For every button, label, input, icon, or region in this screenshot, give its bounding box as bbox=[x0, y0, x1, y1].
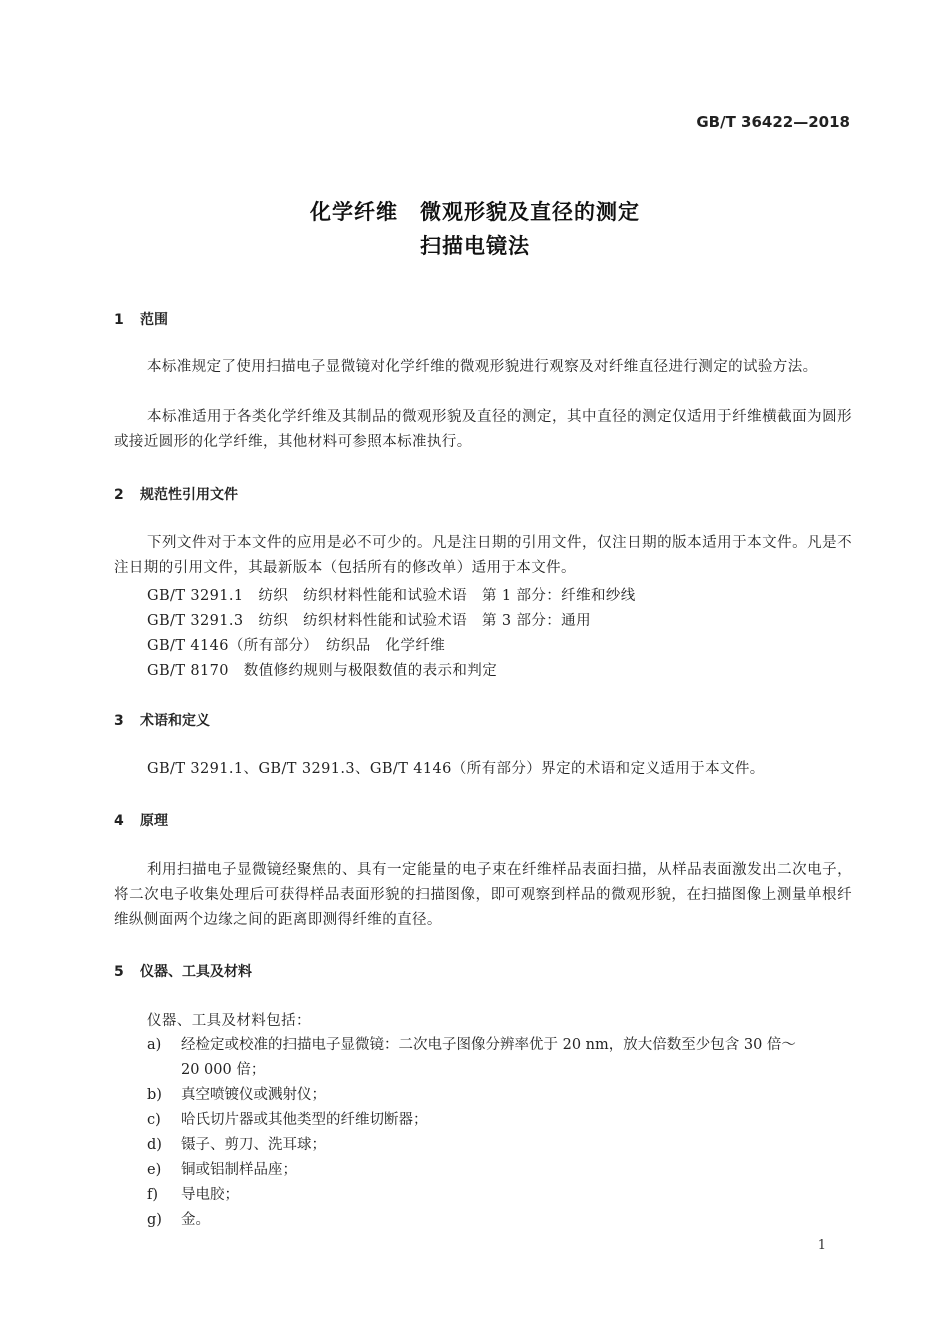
list-item-text: 哈氏切片器或其他类型的纤维切断器； bbox=[181, 1112, 428, 1128]
reference-item: GB/T 3291.3 纺织 纺织材料性能和试验术语 第 3 部分：通用 bbox=[147, 613, 591, 629]
section-heading-apparatus bbox=[114, 961, 252, 981]
section-heading-scope bbox=[114, 309, 168, 329]
page-number: 1 bbox=[817, 1238, 826, 1253]
list-item-text: 镊子、剪刀、洗耳球； bbox=[181, 1137, 326, 1153]
list-item-continuation: 20 000 倍； bbox=[181, 1062, 266, 1078]
list-item bbox=[147, 1108, 428, 1133]
paragraph: 下列文件对于本文件的应用是必不可少的。凡是注日期的引用文件，仅注日期的版本适用于本文件。凡是不注日期的引用文件，其最新版本（包括所有的修改单）适用于本文件。 bbox=[114, 535, 852, 576]
section-heading-terms bbox=[114, 710, 210, 730]
section-number: 1 bbox=[114, 312, 124, 328]
list-item bbox=[147, 1183, 239, 1208]
document-subtitle: 扫描电镜法 bbox=[420, 234, 530, 258]
reference-item: GB/T 4146（所有部分） 纺织品 化学纤维 bbox=[147, 638, 446, 654]
section-number: 3 bbox=[114, 713, 124, 729]
list-item bbox=[147, 1158, 297, 1183]
list-marker: d) bbox=[147, 1137, 162, 1153]
section-heading-normative-references bbox=[114, 484, 238, 504]
list-marker: f) bbox=[147, 1187, 159, 1203]
section-number: 5 bbox=[114, 964, 124, 980]
list-item bbox=[147, 1208, 210, 1233]
section-title: 术语和定义 bbox=[140, 713, 210, 729]
paragraph: GB/T 3291.1、GB/T 3291.3、GB/T 4146（所有部分）界定的术语和定义适用于本文件。 bbox=[147, 761, 765, 777]
list-item-text: 金。 bbox=[181, 1212, 210, 1228]
document-title: 化学纤维 微观形貌及直径的测定 bbox=[310, 200, 640, 224]
list-marker: b) bbox=[147, 1087, 162, 1103]
list-item bbox=[147, 1083, 326, 1108]
reference-item: GB/T 3291.1 纺织 纺织材料性能和试验术语 第 1 部分：纤维和纱线 bbox=[147, 588, 636, 604]
list-item-text: 铜或铝制样品座； bbox=[181, 1162, 297, 1178]
list-item bbox=[147, 1133, 326, 1158]
list-marker: e) bbox=[147, 1162, 162, 1178]
list-marker: g) bbox=[147, 1212, 162, 1228]
list-intro: 仪器、工具及材料包括： bbox=[147, 1013, 311, 1029]
list-marker: a) bbox=[147, 1037, 162, 1053]
list-item-text: 真空喷镀仪或溅射仪； bbox=[181, 1087, 326, 1103]
list-item bbox=[147, 1033, 796, 1083]
section-title: 原理 bbox=[140, 813, 168, 829]
list-item-text: 经检定或校准的扫描电子显微镜：二次电子图像分辨率优于 20 nm，放大倍数至少包含 30 倍～ bbox=[181, 1037, 796, 1053]
paragraph: 利用扫描电子显微镜经聚焦的、具有一定能量的电子束在纤维样品表面扫描，从样品表面激发出二次电子，将二次电子收集处理后可获得样品表面形貌的扫描图像，即可观察到样品的微观形貌，在扫描图像上测量单根纤维纵侧面两个边缘之间的距离即测得纤维的直径。 bbox=[114, 862, 852, 928]
paragraph: 本标准适用于各类化学纤维及其制品的微观形貌及直径的测定，其中直径的测定仅适用于纤维横截面为圆形或接近圆形的化学纤维，其他材料可参照本标准执行。 bbox=[114, 409, 852, 450]
list-marker: c) bbox=[147, 1112, 161, 1128]
section-number: 4 bbox=[114, 813, 124, 829]
list-item-text: 导电胶； bbox=[181, 1187, 239, 1203]
section-title: 规范性引用文件 bbox=[140, 487, 238, 503]
paragraph: 本标准规定了使用扫描电子显微镜对化学纤维的微观形貌进行观察及对纤维直径进行测定的试验方法。 bbox=[147, 359, 818, 375]
section-number: 2 bbox=[114, 487, 124, 503]
section-heading-principle bbox=[114, 810, 168, 830]
standard-code: GB/T 36422—2018 bbox=[696, 113, 850, 131]
section-title: 仪器、工具及材料 bbox=[140, 964, 252, 980]
section-title: 范围 bbox=[140, 312, 168, 328]
reference-item: GB/T 8170 数值修约规则与极限数值的表示和判定 bbox=[147, 663, 498, 679]
